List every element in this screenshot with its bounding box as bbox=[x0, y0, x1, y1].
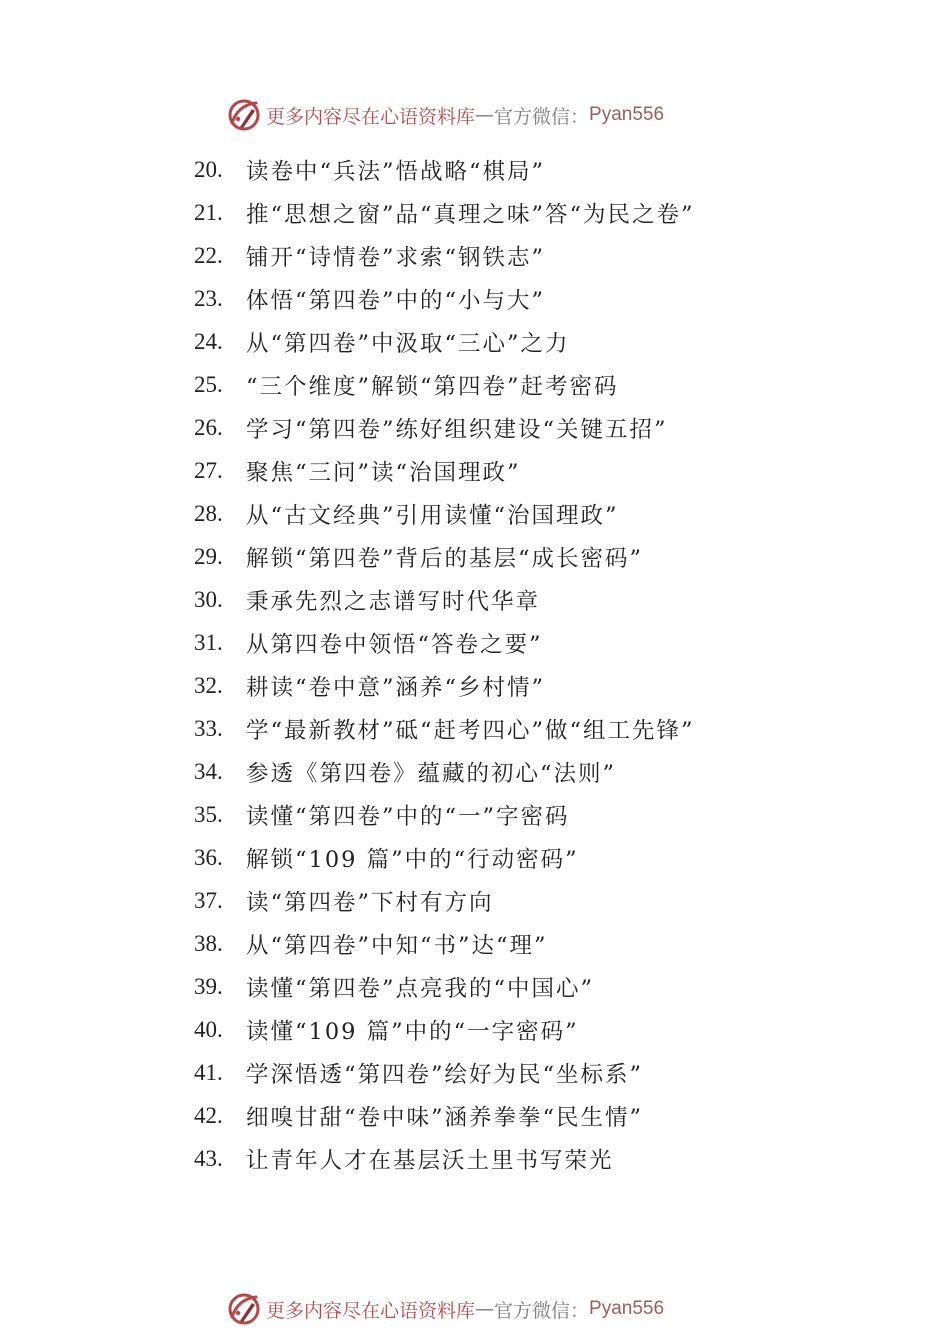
list-item bbox=[194, 449, 695, 492]
item-text: 从“古文经典”引用读懂“治国理政” bbox=[246, 502, 619, 529]
item-text: 读懂“109 篇”中的“一字密码” bbox=[246, 1018, 579, 1045]
item-text: 读懂“第四卷”点亮我的“中国心” bbox=[246, 975, 595, 1002]
item-text: 体悟“第四卷”中的“小与大” bbox=[246, 287, 546, 314]
list-item bbox=[194, 836, 695, 879]
pen-logo-icon bbox=[226, 97, 262, 133]
item-number: 32. bbox=[194, 672, 223, 698]
item-number: 42. bbox=[194, 1102, 223, 1128]
list-item bbox=[194, 277, 695, 320]
item-number: 33. bbox=[194, 715, 223, 741]
list-item bbox=[194, 363, 695, 406]
item-number: 37. bbox=[194, 887, 223, 913]
item-number: 41. bbox=[194, 1059, 223, 1085]
watermark-label: 官方微信： bbox=[494, 1299, 590, 1322]
item-text: “三个维度”解锁“第四卷”赶考密码 bbox=[246, 373, 619, 400]
watermark-label: 官方微信： bbox=[494, 105, 590, 128]
item-text: 从“第四卷”中汲取“三心”之力 bbox=[246, 330, 570, 357]
item-text: 读懂“第四卷”中的“一”字密码 bbox=[246, 803, 570, 830]
list-item bbox=[194, 578, 695, 621]
item-text: 秉承先烈之志谱写时代华章 bbox=[246, 588, 541, 615]
list-item bbox=[194, 1008, 695, 1051]
list-item bbox=[194, 234, 695, 277]
list-item bbox=[194, 707, 695, 750]
item-text: 学深悟透“第四卷”绘好为民“坐标系” bbox=[246, 1061, 644, 1088]
item-number: 38. bbox=[194, 930, 223, 956]
list-item bbox=[194, 191, 695, 234]
item-number: 35. bbox=[194, 801, 223, 827]
watermark-wechat-id: Pyan556 bbox=[589, 104, 665, 125]
item-text: 参透《第四卷》蕴藏的初心“法则” bbox=[246, 760, 617, 787]
item-number: 28. bbox=[194, 500, 223, 526]
item-text: 从“第四卷”中知“书”达“理” bbox=[246, 932, 548, 959]
item-text: 铺开“诗情卷”求索“钢铁志” bbox=[246, 244, 546, 271]
list-item bbox=[194, 664, 695, 707]
list-item bbox=[194, 750, 695, 793]
footer-watermark bbox=[226, 1290, 664, 1328]
item-number: 20. bbox=[194, 156, 223, 182]
item-text: 解锁“第四卷”背后的基层“成长密码” bbox=[246, 545, 644, 572]
list-item bbox=[194, 1137, 695, 1180]
item-text: 解锁“109 篇”中的“行动密码” bbox=[246, 846, 579, 873]
list-item bbox=[194, 879, 695, 922]
item-number: 30. bbox=[194, 586, 223, 612]
list-item bbox=[194, 922, 695, 965]
item-number: 39. bbox=[194, 973, 223, 999]
item-text: 推“思想之窗”品“真理之味”答“为民之卷” bbox=[246, 201, 695, 228]
item-text: 让青年人才在基层沃土里书写荣光 bbox=[246, 1147, 614, 1174]
item-text: 学习“第四卷”练好组织建设“关键五招” bbox=[246, 416, 668, 443]
list-item bbox=[194, 793, 695, 836]
item-number: 36. bbox=[194, 844, 223, 870]
item-number: 43. bbox=[194, 1145, 223, 1171]
item-number: 22. bbox=[194, 242, 223, 268]
item-text: 学“最新教材”砥“赶考四心”做“组工先锋” bbox=[246, 717, 695, 744]
item-number: 40. bbox=[194, 1016, 223, 1042]
list-item bbox=[194, 1094, 695, 1137]
item-text: 细嗅甘甜“卷中味”涵养拳拳“民生情” bbox=[246, 1104, 644, 1131]
list-item bbox=[194, 492, 695, 535]
list-item bbox=[194, 535, 695, 578]
item-number: 26. bbox=[194, 414, 223, 440]
item-number: 29. bbox=[194, 543, 223, 569]
item-number: 23. bbox=[194, 285, 223, 311]
pen-logo-icon bbox=[226, 1291, 262, 1327]
item-number: 27. bbox=[194, 457, 223, 483]
title-list bbox=[194, 148, 695, 1180]
item-number: 25. bbox=[194, 371, 223, 397]
item-text: 从第四卷中领悟“答卷之要” bbox=[246, 631, 543, 658]
item-number: 34. bbox=[194, 758, 223, 784]
list-item bbox=[194, 621, 695, 664]
list-item bbox=[194, 148, 695, 191]
header-watermark bbox=[226, 96, 664, 134]
watermark-wechat-id: Pyan556 bbox=[589, 1298, 665, 1319]
item-text: 耕读“卷中意”涵养“乡村情” bbox=[246, 674, 546, 701]
watermark-dash: — bbox=[475, 1298, 495, 1320]
item-number: 24. bbox=[194, 328, 223, 354]
item-text: 读卷中“兵法”悟战略“棋局” bbox=[246, 158, 546, 185]
list-item bbox=[194, 406, 695, 449]
item-text: 聚焦“三问”读“治国理政” bbox=[246, 459, 521, 486]
watermark-text: 更多内容尽在心语资料库 bbox=[266, 105, 476, 128]
list-item bbox=[194, 320, 695, 363]
item-text: 读“第四卷”下村有方向 bbox=[246, 889, 494, 916]
item-number: 21. bbox=[194, 199, 223, 225]
watermark-text: 更多内容尽在心语资料库 bbox=[266, 1299, 476, 1322]
list-item bbox=[194, 965, 695, 1008]
watermark-dash: — bbox=[475, 104, 495, 126]
item-number: 31. bbox=[194, 629, 223, 655]
list-item bbox=[194, 1051, 695, 1094]
